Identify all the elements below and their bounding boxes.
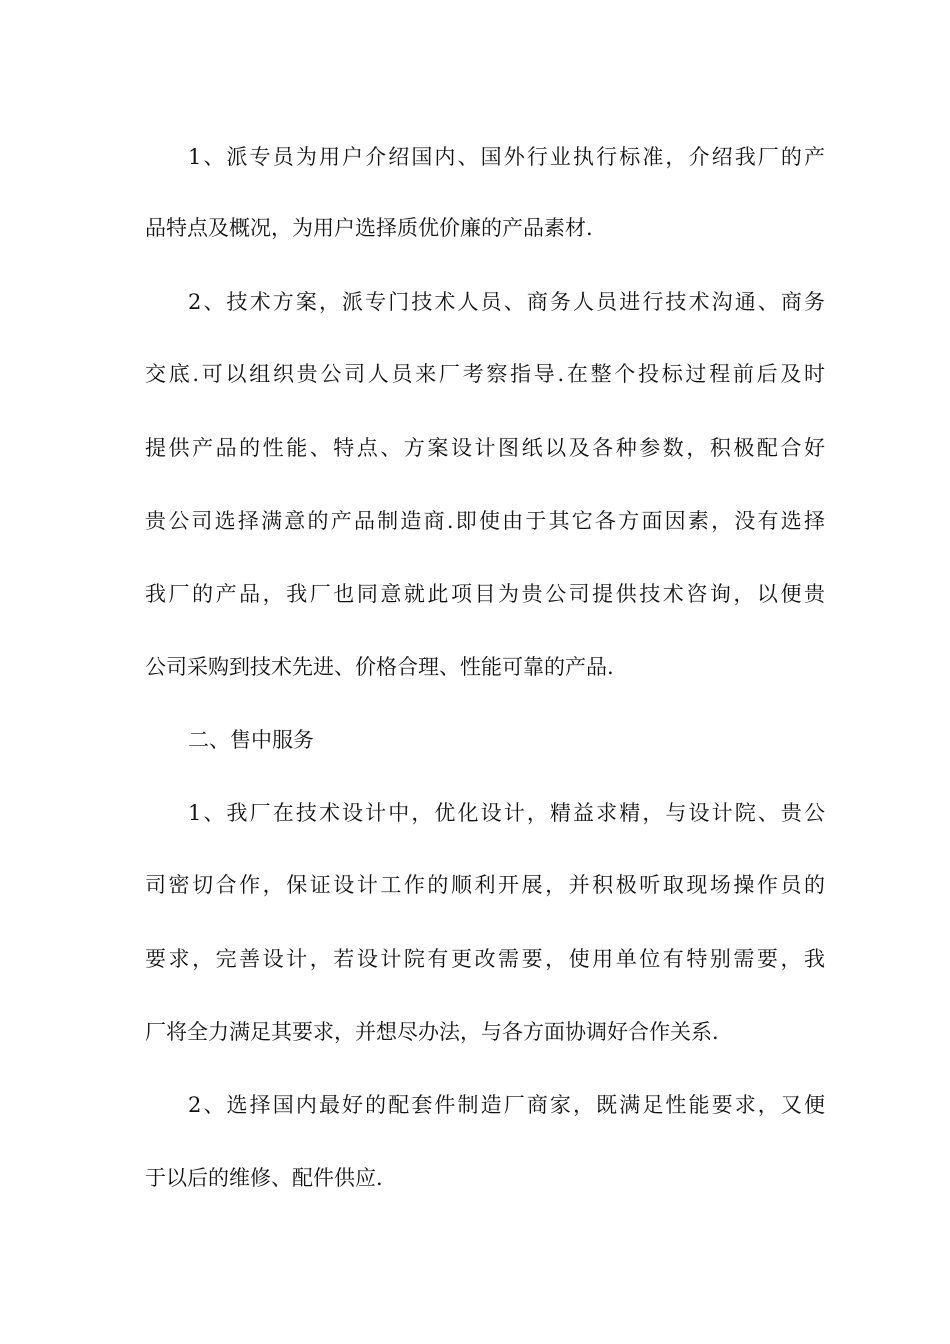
- paragraph-2-line-5: 我厂的产品，我厂也同意就此项目为贵公司提供技术咨询，以便贵: [145, 582, 825, 606]
- paragraph-2-line-1: 2、技术方案，派专门技术人员、商务人员进行技术沟通、商务: [188, 290, 825, 314]
- paragraph-2-line-6: 公司采购到技术先进、价格合理、性能可靠的产品.: [145, 655, 614, 679]
- paragraph-5-line-2: 于以后的维修、配件供应.: [145, 1166, 383, 1190]
- paragraph-1-line-1: 1、派专员为用户介绍国内、国外行业执行标准，介绍我厂的产: [188, 145, 825, 169]
- paragraph-2-line-2: 交底.可以组织贵公司人员来厂考察指导.在整个投标过程前后及时: [145, 362, 825, 386]
- section-heading-sale-service: 二、售中服务: [188, 728, 314, 752]
- paragraph-4-line-4: 厂将全力满足其要求，并想尽办法，与各方面协调好合作关系.: [145, 1020, 719, 1044]
- paragraph-4-line-2: 司密切合作，保证设计工作的顺利开展，并积极听取现场操作员的: [145, 873, 825, 897]
- paragraph-4-line-1: 1、我厂在技术设计中，优化设计，精益求精，与设计院、贵公: [188, 801, 825, 825]
- paragraph-5-line-1: 2、选择国内最好的配套件制造厂商家，既满足性能要求，又便: [188, 1093, 825, 1117]
- paragraph-2-line-3: 提供产品的性能、特点、方案设计图纸以及各种参数，积极配合好: [145, 436, 825, 460]
- paragraph-2-line-4: 贵公司选择满意的产品制造商.即使由于其它各方面因素，没有选择: [145, 509, 825, 533]
- paragraph-4-line-3: 要求，完善设计，若设计院有更改需要，使用单位有特别需要，我: [145, 947, 825, 971]
- paragraph-1-line-2: 品特点及概况，为用户选择质优价廉的产品素材.: [145, 216, 593, 240]
